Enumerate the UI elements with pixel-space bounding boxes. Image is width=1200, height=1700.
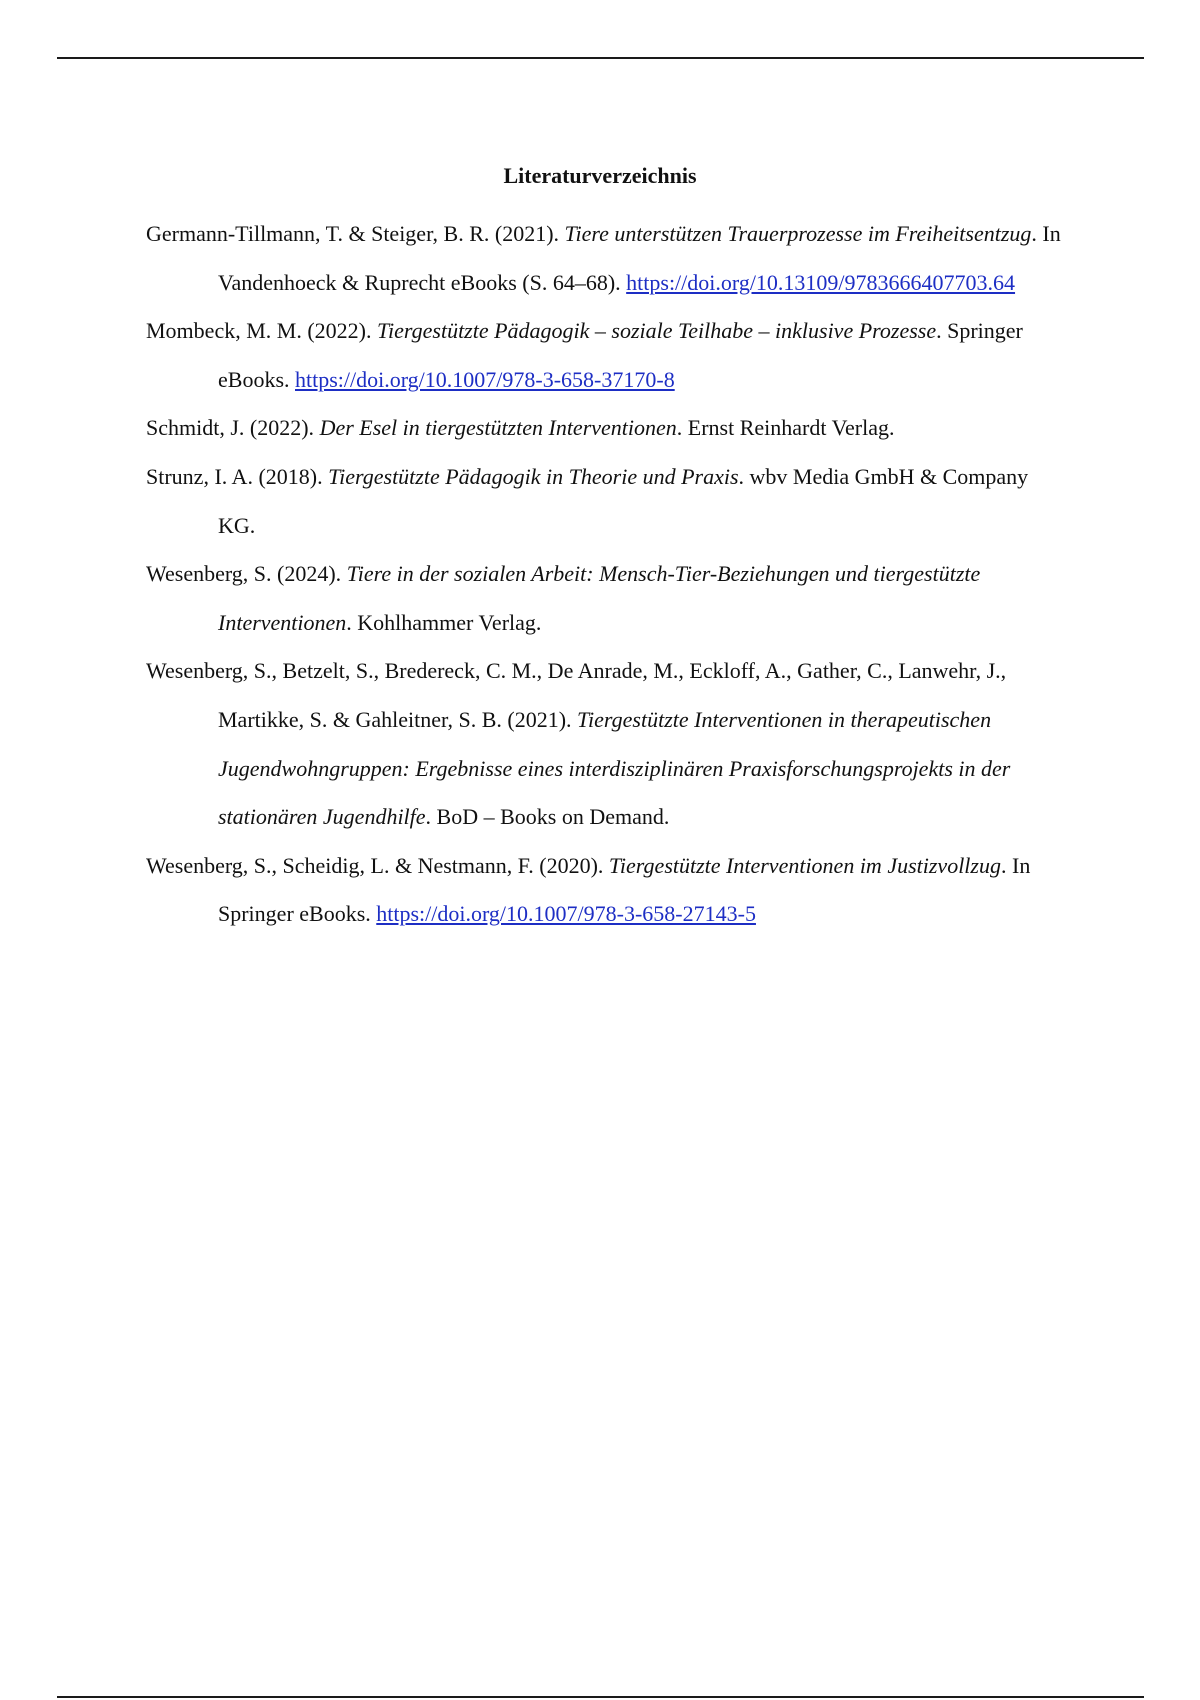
reference-entry — [146, 453, 1068, 550]
doi-link[interactable]: https://doi.org/10.1007/978-3-658-27143-5 — [376, 901, 756, 927]
reference-publisher: . Kohlhammer Verlag. — [346, 609, 542, 635]
reference-entry — [146, 647, 1068, 841]
reference-entry — [146, 210, 1068, 307]
reference-entry — [146, 842, 1068, 939]
reference-publisher: . In Springer eBooks. — [218, 852, 1031, 927]
reference-authors: Germann-Tillmann, T. & Steiger, B. R. (2021). — [146, 221, 565, 246]
reference-publisher: . wbv Media GmbH & Company KG. — [218, 463, 1029, 538]
reference-authors: Wesenberg, S. (2024). — [146, 561, 347, 587]
reference-publisher: . In Vandenhoeck & Ruprecht eBooks (S. 64–68). — [218, 221, 1061, 295]
reference-authors: Wesenberg, S., Scheidig, L. & Nestmann, F. (2020). — [146, 852, 609, 878]
footer-rule — [57, 1696, 1144, 1698]
reference-entry — [146, 404, 1068, 453]
doi-link[interactable]: https://doi.org/10.13109/9783666407703.64 — [626, 269, 1016, 295]
reference-entry — [146, 307, 1068, 404]
reference-title: Tiergestützte Pädagogik – soziale Teilhabe – inklusive Prozesse — [376, 318, 937, 344]
reference-title: Tiere in der sozialen Arbeit: Mensch-Tier-Beziehungen und tiergestützte Interventionen — [218, 561, 981, 635]
reference-publisher: . Springer eBooks. — [218, 318, 1023, 392]
reference-title: Tiergestützte Interventionen im Justizvollzug — [608, 852, 1001, 878]
reference-title: Tiergestützte Pädagogik in Theorie und Praxis — [328, 463, 739, 489]
page-title: Literaturverzeichnis — [503, 163, 697, 188]
reference-authors: Strunz, I. A. (2018). — [146, 463, 329, 489]
reference-title: Der Esel in tiergestützten Interventionen — [319, 415, 677, 441]
reference-title: Tiergestützte Interventionen in therapeutischen Jugendwohngruppen: Ergebnisse eines interdisziplinären Praxisforschungsprojekts in der stationären Jugendhilfe — [218, 706, 1011, 830]
reference-publisher: . BoD – Books on Demand. — [425, 804, 670, 830]
doi-link[interactable]: https://doi.org/10.1007/978-3-658-37170-8 — [295, 366, 675, 392]
reference-title: Tiere unterstützen Trauerprozesse im Freiheitsentzug — [564, 221, 1032, 246]
reference-publisher: . Ernst Reinhardt Verlag. — [676, 415, 895, 441]
reference-entry — [146, 550, 1068, 647]
header-rule — [57, 57, 1144, 59]
reference-authors: Schmidt, J. (2022). — [146, 415, 320, 441]
reference-authors: Wesenberg, S., Betzelt, S., Bredereck, C. M., De Anrade, M., Eckloff, A., Gather, C., Lanwehr, J., Martikke, S. & Gahleitner, S. B. (2021). — [146, 658, 1007, 732]
reference-authors: Mombeck, M. M. (2022). — [146, 318, 377, 344]
reference-list — [146, 210, 1068, 939]
